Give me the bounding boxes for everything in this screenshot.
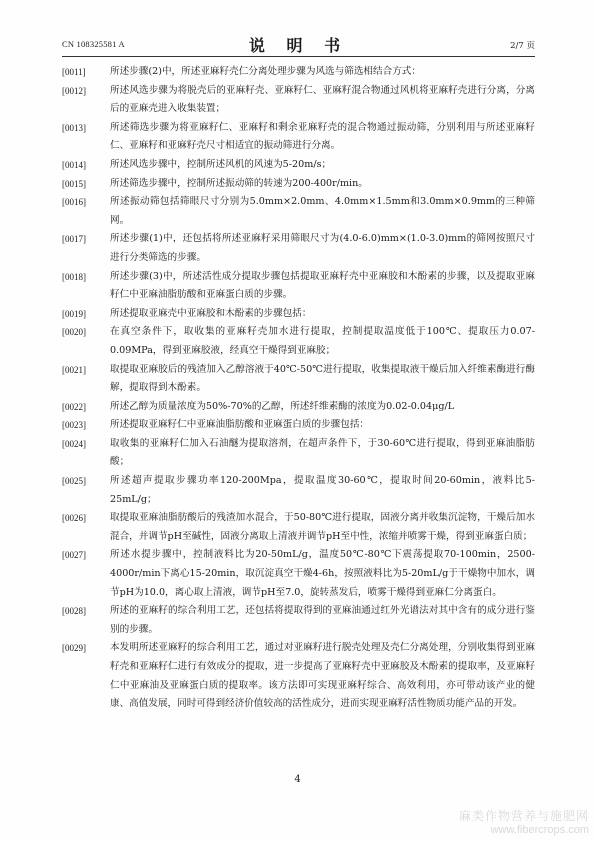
paragraph-text: 所述超声提取步骤功率120-200Mpa，提取温度30-60℃，提取时间20-60min，液料比5-25mL/g；	[110, 475, 535, 505]
watermark-url: www.fibercrops.com	[490, 824, 589, 836]
document-body	[62, 63, 535, 714]
paragraph	[62, 398, 535, 417]
paragraph-text: 所述振动筛包括筛眼尺寸分别为5.0mm×2.0mm、4.0mm×1.5mm和3.0mm×0.9mm的三种筛网。	[110, 196, 535, 226]
paragraph-text: 取提取亚麻油脂肪酸后的残渣加水混合，于50-80℃进行提取，固液分离并收集沉淀物，干燥后加水混合，并调节pH至碱性，固液分离取上清液并调节pH至中性，浓缩并喷雾干燥，得到亚麻蛋白质；	[110, 512, 535, 542]
paragraph	[62, 435, 535, 472]
paragraph-text: 所述提取亚麻壳中亚麻胶和木酚素的步骤包括：	[110, 307, 312, 319]
paragraph-text: 所述风选步骤中，控制所述风机的风速为5-20m/s；	[110, 158, 332, 170]
page-number: 4	[294, 774, 301, 785]
paragraph-text: 所述的亚麻籽的综合利用工艺，还包括将提取得到的亚麻油通过红外光谱法对其中含有的成分进行鉴别的步骤。	[110, 605, 535, 635]
paragraph-text: 所述步骤(1)中，还包括将所述亚麻籽采用筛眼尺寸为(4.0-6.0)mm×(1.0-3.0)mm的筛网按照尺寸进行分类筛选的步骤。	[110, 233, 535, 263]
paragraph-text: 取提取亚麻胶后的残渣加入乙醇溶液于40℃-50℃进行提取，收集提取液干燥后加入纤维素酶进行酶解，提取得到木酚素。	[110, 363, 535, 394]
patent-number: CN 108325581 A	[62, 39, 125, 49]
paragraph-text: 所述风选步骤为将脱壳后的亚麻籽壳、亚麻籽仁、亚麻籽混合物通过风机将亚麻籽壳进行分离，分离后的亚麻壳进入收集装置；	[110, 84, 535, 115]
paragraph-number: [0025]	[62, 476, 86, 487]
paragraph	[62, 472, 535, 509]
paragraph	[62, 193, 535, 230]
paragraph-number: [0027]	[62, 550, 86, 561]
paragraph-number: [0018]	[62, 271, 86, 282]
paragraph-number: [0020]	[62, 327, 86, 338]
paragraph	[62, 156, 535, 175]
page-indicator: 2/7 页	[510, 41, 535, 51]
paragraph	[62, 63, 535, 82]
paragraph	[62, 305, 535, 324]
watermark-site-name: 麻类作物营养与施肥网	[458, 809, 589, 823]
watermark	[459, 807, 589, 836]
paragraph-text: 取收集的亚麻籽仁加入石油醚为提取溶剂，在超声条件下，于30-60℃进行提取，得到亚麻油脂肪酸；	[110, 437, 535, 468]
paragraph	[62, 546, 535, 602]
document-title: 说 明 书	[248, 36, 349, 55]
paragraph-text: 在真空条件下，取收集的亚麻籽壳加水进行提取，控制提取温度低于100℃、提取压力0.07-0.09MPa，得到亚麻胶液，经真空干燥得到亚麻胶；	[110, 326, 535, 356]
paragraph-number: [0017]	[62, 234, 86, 245]
paragraph-text: 所述筛选步骤中，控制所述振动筛的转速为200-400r/min。	[110, 177, 368, 189]
paragraph-number: [0016]	[62, 197, 86, 208]
paragraph-number: [0011]	[62, 67, 86, 77]
paragraph-text: 所述步骤(2)中，所述亚麻籽壳仁分离处理步骤为风选与筛选相结合方式：	[110, 66, 421, 77]
paragraph-number: [0012]	[62, 85, 86, 96]
paragraph-number: [0023]	[62, 420, 86, 431]
paragraph-number: [0029]	[62, 643, 86, 654]
paragraph-text: 本发明所述亚麻籽的综合利用工艺，通过对亚麻籽进行脱壳处理及壳仁分离处理，分别收集得到亚麻籽壳和亚麻籽仁进行有效成分的提取，进一步提高了亚麻籽壳中亚麻胶及木酚素的提取率，及亚麻籽仁中亚麻油及亚麻蛋白质的提取率。该方法即可实现亚麻籽综合、高效利用，亦可带动该产业的健康、高值发展，同时可得到经济价值较高的活性成分，进而实现亚麻籽活性物质功能产品的开发。	[110, 642, 535, 710]
paragraph-number: [0014]	[62, 159, 86, 170]
paragraph-number: [0026]	[62, 513, 86, 524]
paragraph-number: [0015]	[62, 178, 86, 189]
paragraph	[62, 230, 535, 267]
paragraph-number: [0013]	[62, 122, 86, 133]
paragraph	[62, 361, 535, 398]
paragraph-text: 所述筛选步骤为将亚麻籽仁、亚麻籽和剩余亚麻籽壳的混合物通过振动筛，分别利用与所述亚麻籽仁、亚麻籽和亚麻籽壳尺寸相适宜的振动筛进行分离。	[110, 121, 535, 152]
paragraph	[62, 602, 535, 639]
paragraph-number: [0019]	[62, 308, 86, 319]
paragraph	[62, 416, 535, 435]
page-header	[62, 33, 535, 55]
paragraph-text: 所述步骤(3)中，所述活性成分提取步骤包括提取亚麻籽壳中亚麻胶和木酚素的步骤，以及提取亚麻籽仁中亚麻油脂肪酸和亚麻蛋白质的步骤。	[110, 270, 535, 301]
paragraph	[62, 82, 535, 119]
header-divider	[62, 56, 535, 57]
paragraph	[62, 268, 535, 305]
paragraph-number: [0024]	[62, 438, 86, 449]
paragraph	[62, 323, 535, 360]
paragraph	[62, 119, 535, 156]
paragraph-number: [0028]	[62, 606, 86, 617]
paragraph	[62, 509, 535, 546]
paragraph-number: [0022]	[62, 401, 86, 412]
paragraph-text: 所述提取亚麻籽仁中亚麻油脂肪酸和亚麻蛋白质的步骤包括：	[110, 419, 370, 431]
paragraph	[62, 175, 535, 194]
paragraph-number: [0021]	[62, 364, 86, 375]
paragraph-text: 所述乙醇为质量浓度为50%-70%的乙醇，所述纤维素酶的浓度为0.02-0.04μg/L	[110, 400, 455, 412]
paragraph-text: 所述水提步骤中，控制液料比为20-50mL/g，温度50℃-80℃下震荡提取70-100min，2500-4000r/min下离心15-20min，取沉淀真空干燥4-6h，按照液料比为5-20mL/g于干燥物中加水，调节pH为10.0，离心取上清液，调节pH至7.0，旋转蒸发后，喷雾干燥得到亚麻仁分离蛋白。	[110, 549, 535, 598]
paragraph	[62, 639, 535, 713]
